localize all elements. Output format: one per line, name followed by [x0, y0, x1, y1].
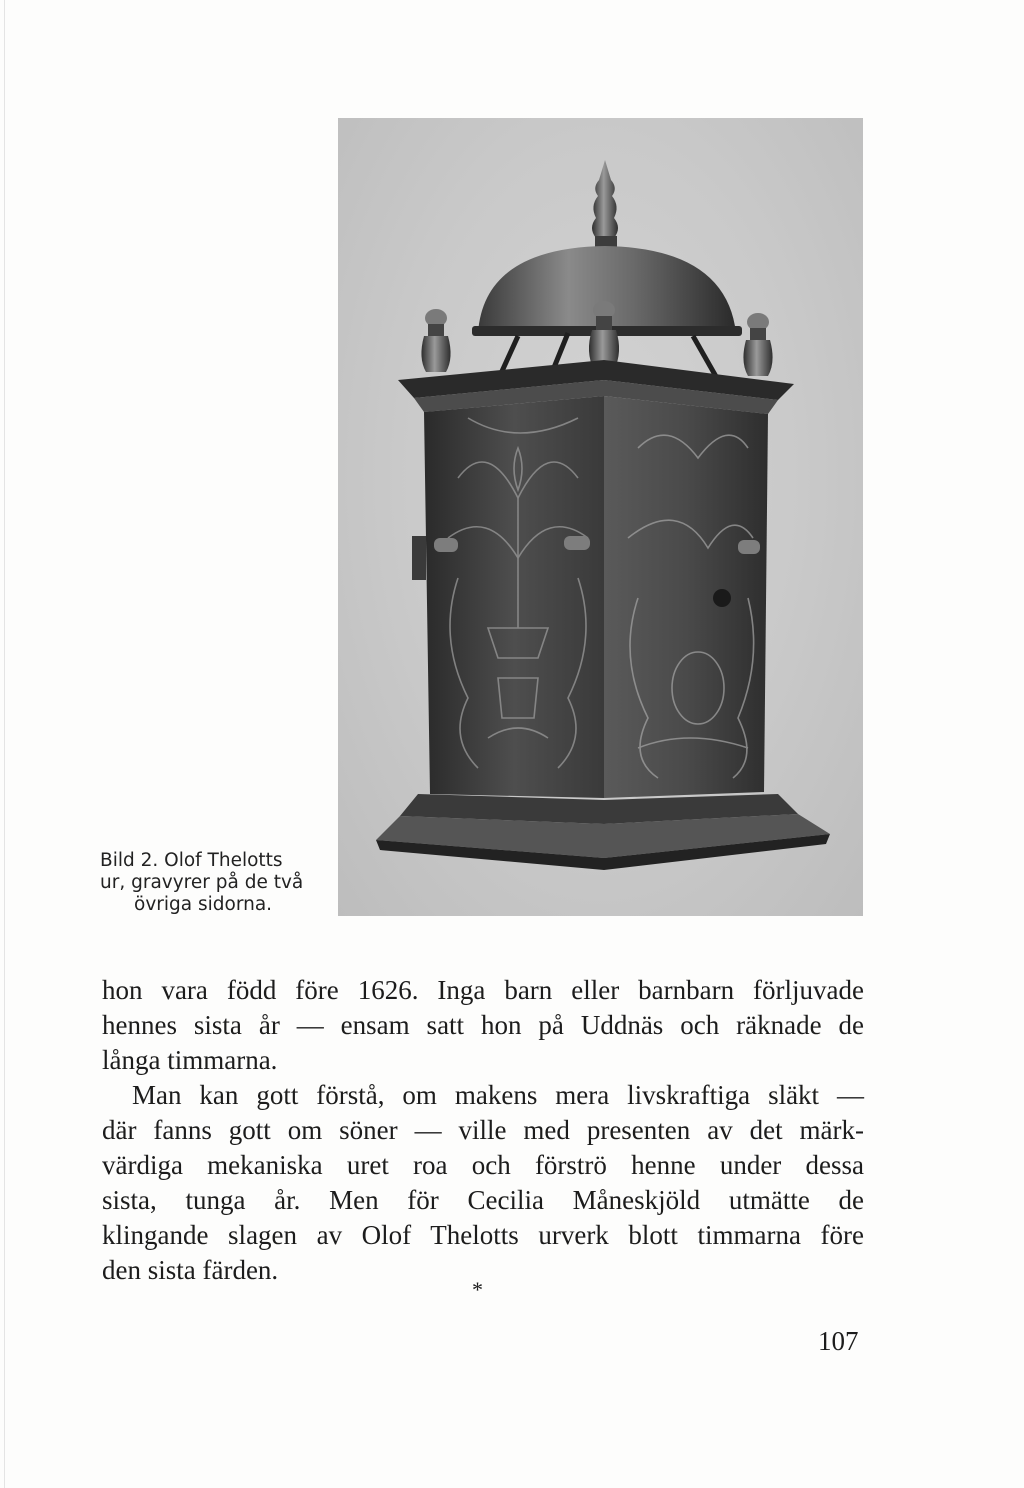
text-line: där fanns gott om söner — ville med presenten av det märk- [102, 1115, 864, 1145]
section-separator: * [472, 1277, 483, 1302]
page-edge [4, 0, 5, 1488]
figure-caption [100, 850, 312, 916]
text-line: långa timmarna. [102, 1045, 278, 1075]
caption-line: Bild 2. Olof Thelotts [100, 850, 283, 871]
page-number: 107 [818, 1326, 859, 1356]
corner-finial-right [743, 313, 772, 376]
text-line: hon vara född före 1626. Inga barn eller barnbarn förljuvade [102, 975, 864, 1005]
text-line: sista, tunga år. Men för Cecilia Måneskjöld utmätte de [102, 1185, 864, 1215]
text-line: Man kan gott förstå, om makens mera livskraftiga släkt — [132, 1080, 864, 1110]
text-line: klingande slagen av Olof Thelotts urverk blott timmarna före [102, 1220, 864, 1250]
top-finial [592, 160, 618, 250]
keyhole [713, 589, 731, 607]
corner-finial-center [589, 301, 619, 370]
body-text [102, 973, 864, 1288]
text-line: den sista färden. [102, 1255, 279, 1285]
left-face [424, 396, 604, 798]
clock-illustration [338, 118, 863, 916]
text-line: värdiga mekaniska uret roa och förströ henne under dessa [102, 1150, 864, 1180]
caption-line: övriga sidorna. [134, 894, 273, 915]
corner-finial-left [421, 309, 450, 372]
clock-photograph [338, 118, 863, 916]
caption-line: ur, gravyrer på de två [100, 872, 304, 893]
text-line: hennes sista år — ensam satt hon på Uddnäs och räknade de [102, 1010, 864, 1040]
